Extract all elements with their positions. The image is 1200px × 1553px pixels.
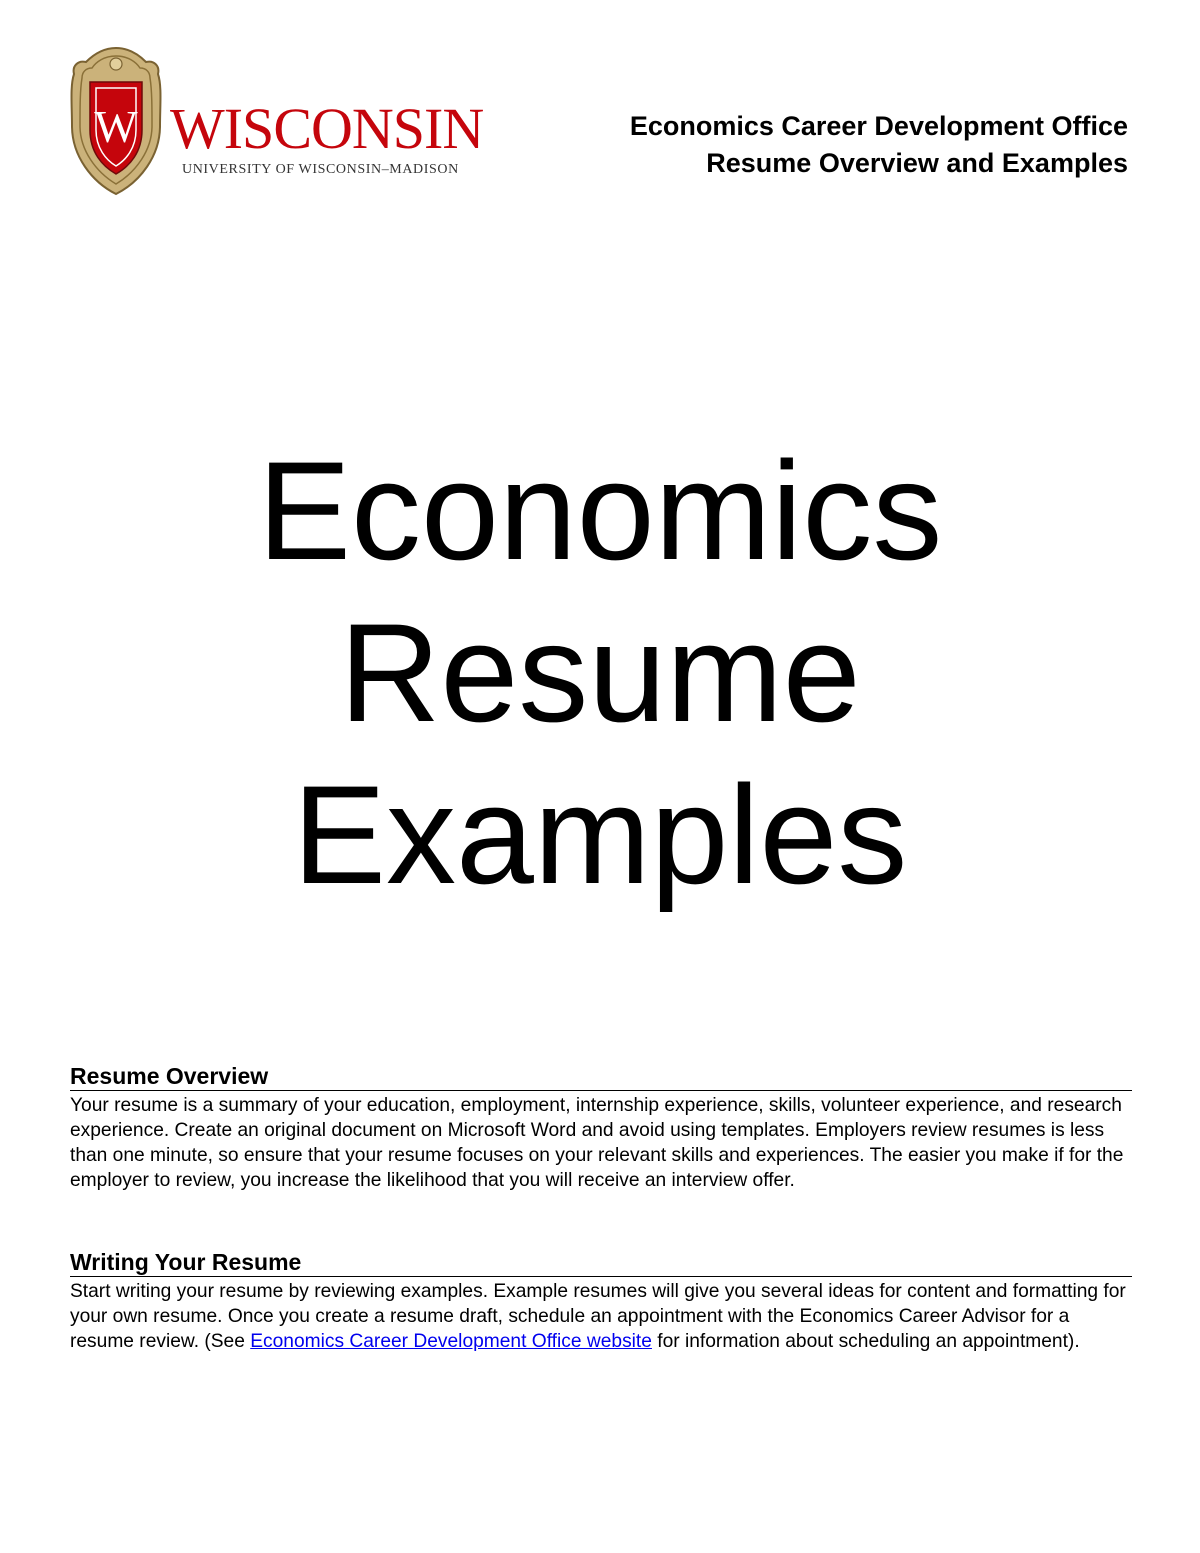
body-text-before-link: Start writing your resume by reviewing examples. Example resumes will give you several ideas for content and formatting for your own resume. Once you create a resume draft, schedule an appointment with the Economics Career Advisor for a resume review. (See (70, 1281, 1126, 1352)
logo-subwordmark: UNIVERSITY OF WISCONSIN–MADISON (182, 162, 459, 177)
title-line-1: Economics (257, 432, 943, 589)
section-heading: Resume Overview (70, 1062, 1132, 1091)
section-resume-overview (70, 1062, 1132, 1193)
title-line-2: Resume (339, 594, 861, 751)
uw-madison-logo (70, 46, 510, 198)
section-body (70, 1279, 1132, 1354)
section-writing-your-resume (70, 1248, 1132, 1354)
uw-crest-icon (70, 46, 162, 196)
logo-wordmark: WISCONSIN (170, 96, 484, 161)
header-subtitle: Resume Overview and Examples (706, 148, 1128, 178)
crest-letter: W (94, 101, 138, 152)
section-heading: Writing Your Resume (70, 1248, 1132, 1277)
body-text-after-link: for information about scheduling an appointment). (651, 1331, 1080, 1352)
title-line-3: Examples (292, 756, 908, 913)
header-office: Economics Career Development Office (629, 111, 1128, 141)
document-header (630, 108, 1128, 182)
document-title (0, 430, 1200, 916)
section-body: Your resume is a summary of your education, employment, internship experience, skills, volunteer experience, and research experience. Create an original document on Microsoft Word and avoid using templates. Employers review resumes is less than one minute, so ensure that your resume focuses on your relevant skills and experiences. The easier you make if for the employer to review, you increase the likelihood that you will receive an interview offer. (70, 1095, 1124, 1191)
career-office-website-link[interactable]: Economics Career Development Office website (250, 1331, 652, 1352)
